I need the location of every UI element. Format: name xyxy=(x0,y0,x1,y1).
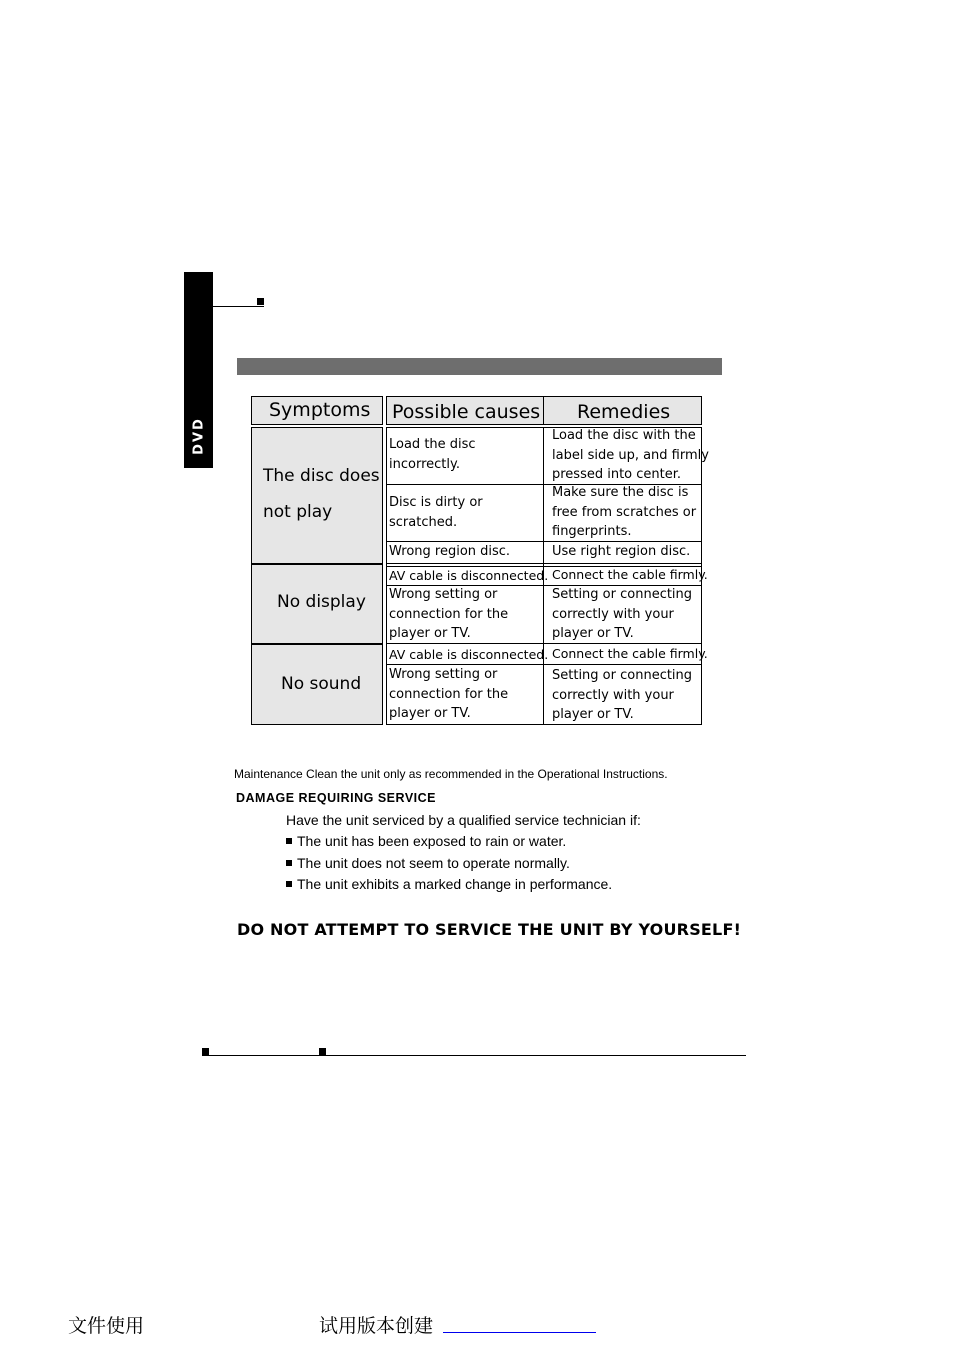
list-item: The unit exhibits a marked change in performance. xyxy=(286,876,612,892)
symptom-text: No sound xyxy=(281,674,362,694)
cause-text: Wrong setting or connection for the player or TV. xyxy=(389,587,509,641)
bullet-square-icon xyxy=(286,860,292,866)
cause-text: Wrong region disc. xyxy=(389,544,511,559)
remedy-text: Make sure the disc is free from scratches or fingerprints. xyxy=(552,485,697,539)
remedy-text: Connect the cable firmly. xyxy=(552,646,708,661)
section-title-bar xyxy=(237,358,722,375)
remedy-text: Load the disc with the label side up, and firmly pressed into center. xyxy=(552,428,709,482)
cause-text: AV cable is disconnected. xyxy=(389,568,549,583)
watermark-right: 试用版本创建 xyxy=(319,1315,434,1337)
header-remedies: Remedies xyxy=(577,401,671,423)
cause-text: Wrong setting or connection for the player or TV. xyxy=(389,667,509,721)
header-possible-causes: Possible causes xyxy=(392,401,541,423)
header-square-icon xyxy=(257,298,264,305)
list-item: The unit has been exposed to rain or water. xyxy=(286,833,566,849)
watermark-link[interactable] xyxy=(443,1332,596,1333)
remedy-text: Setting or connecting correctly with your player or TV. xyxy=(552,668,693,722)
row-divider xyxy=(386,563,702,564)
header-symptoms: Symptoms xyxy=(269,399,371,421)
side-tab xyxy=(184,272,213,468)
list-item: The unit does not seem to operate normally. xyxy=(286,855,570,871)
footer-square-icon xyxy=(202,1048,209,1055)
header-rule xyxy=(213,306,264,307)
bullet-square-icon xyxy=(286,838,292,844)
remedy-text: Setting or connecting correctly with your player or TV. xyxy=(552,587,693,641)
cause-text: AV cable is disconnected. xyxy=(389,647,549,662)
remedy-text: Connect the cable firmly. xyxy=(552,567,708,582)
damage-title: DAMAGE REQUIRING SERVICE xyxy=(236,791,436,805)
footer-square-icon xyxy=(319,1048,326,1055)
header-divider xyxy=(543,396,544,425)
cause-text: Disc is dirty or scratched. xyxy=(389,495,483,530)
maintenance-text: Maintenance Clean the unit only as recommended in the Operational Instructions. xyxy=(234,767,668,781)
symptom-text: The disc does not play xyxy=(263,466,380,522)
damage-intro: Have the unit serviced by a qualified service technician if: xyxy=(286,812,641,828)
remedy-text: Use right region disc. xyxy=(552,544,691,559)
watermark-left: 文件使用 xyxy=(68,1315,145,1337)
footer-rule xyxy=(202,1055,746,1056)
warning-text: DO NOT ATTEMPT TO SERVICE THE UNIT BY YOURSELF! xyxy=(237,920,742,939)
bullet-square-icon xyxy=(286,881,292,887)
side-tab-label: DVD xyxy=(191,417,206,455)
symptom-text: No display xyxy=(277,592,366,612)
cause-text: Load the disc incorrectly. xyxy=(389,437,476,472)
